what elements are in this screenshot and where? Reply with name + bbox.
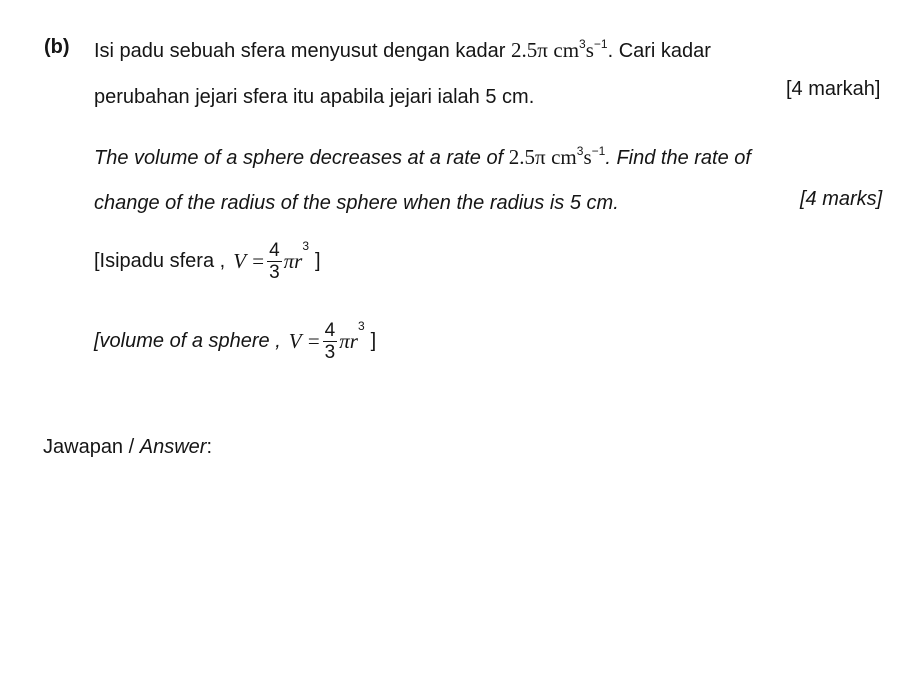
malay-formula: [Isipadu sfera , V = $\frac{4}{3}$ πr 3 ] [94, 239, 321, 283]
english-rate-unit-cm: cm [551, 145, 577, 169]
malay-rate-unit-cm: cm [553, 38, 580, 62]
malay-question-line1 [94, 38, 711, 63]
english-formula-fraction [323, 320, 338, 363]
malay-formula-prefix: [Isipadu sfera , [94, 250, 226, 272]
answer-label [43, 436, 212, 459]
english-line1-suffix: . Find the rate of [605, 147, 751, 169]
english-formula-prefix: [volume of a sphere , [94, 330, 281, 352]
malay-marks: [4 markah] [786, 78, 881, 100]
malay-rate-exp1: 3 [579, 37, 586, 51]
malay-formula-lhs: V = [233, 249, 266, 273]
malay-formula-denominator: 3 [269, 262, 280, 283]
malay-formula-rhs: πr [283, 249, 303, 273]
answer-area[interactable] [43, 470, 883, 660]
malay-rate-unit-s: s [585, 38, 594, 62]
answer-label-english: Answer [139, 436, 207, 458]
english-formula: [volume of a sphere , V = $\frac{4}{3}$ πr 3 ] [94, 319, 377, 363]
english-rate-unit-s: s [583, 145, 592, 169]
malay-line1-prefix: Isi padu sebuah sfera menyusut dengan kadar [94, 40, 506, 62]
answer-label-malay: Jawapan / [43, 436, 135, 458]
english-formula-rhs: πr [339, 329, 358, 353]
english-line1-prefix: The volume of a sphere decreases at a rate of [94, 147, 504, 169]
english-question-line2: change of the radius of the sphere when the radius is 5 cm. [94, 192, 619, 214]
english-formula-numerator: 4 [324, 320, 336, 341]
malay-rate-exp2: −1 [593, 37, 608, 51]
malay-formula-numerator: 4 [269, 240, 280, 261]
english-formula-suffix: ] [370, 330, 377, 352]
english-rate-exp2: −1 [591, 144, 606, 158]
english-rate-exp1: 3 [576, 144, 584, 158]
malay-formula-fraction [267, 240, 282, 283]
english-formula-denominator: 3 [324, 342, 336, 363]
malay-question-line2: perubahan jejari sfera itu apabila jejari ialah 5 cm. [94, 86, 535, 108]
malay-rate-value: 2.5π [510, 38, 548, 62]
english-rate-value: 2.5π [508, 145, 546, 169]
question-label: (b) [44, 36, 70, 58]
malay-line1-suffix: . Cari kadar [607, 40, 711, 62]
answer-label-colon: : [206, 436, 212, 458]
english-marks: [4 marks] [800, 188, 883, 210]
english-question-line1 [94, 145, 751, 170]
english-formula-lhs: V = [288, 329, 321, 353]
malay-formula-suffix: ] [315, 250, 321, 272]
